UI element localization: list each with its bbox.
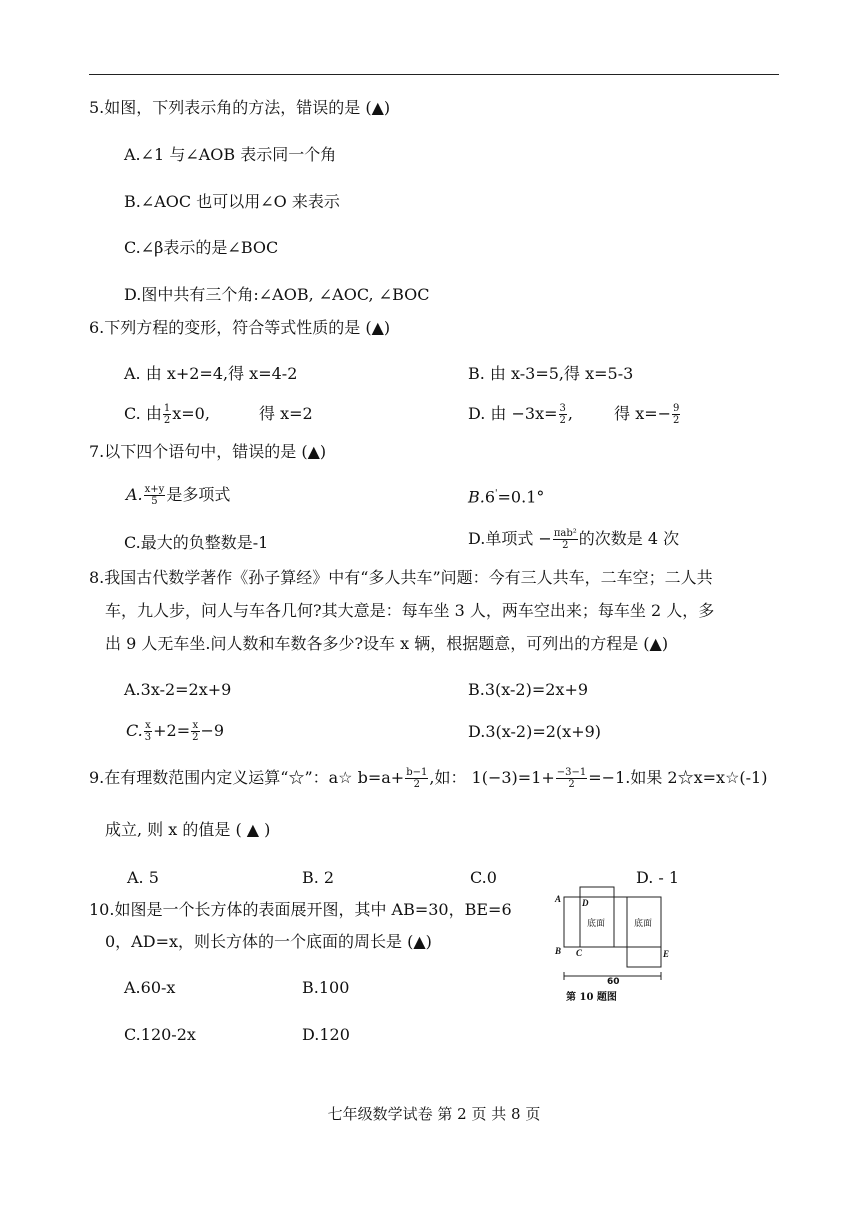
q9-option-b: B. 2 [302,868,335,887]
q10-option-b: B.100 [302,978,350,997]
q6-d-prefix: D. 由 −3x= [468,404,558,423]
q10-figure-caption: 第 10 题图 [566,992,617,1003]
net-face-bottom-flap [627,947,661,967]
q7-a-fraction [144,484,166,507]
q7-b-base: 6 [484,487,496,507]
q6-option-d [468,403,681,426]
q9-stem-prefix: 9.在有理数范围内定义运算“☆”：a☆ b=a+ [89,768,405,787]
q7-a-text: 是多项式 [166,485,231,504]
q10-stem-line1: 10.如图是一个长方体的表面展开图，其中 AB=30，BE=6 [89,900,512,919]
q7-option-c: C.最大的负整数是-1 [124,533,269,552]
q9-stem-mid: ,如： 1(−3)=1+ [429,768,555,787]
q7-d-fraction [553,528,578,551]
q8-stem-line1: 8.我国古代数学著作《孙子算经》中有“多人共车”问题：今有三人共车，二车空；二人共 [89,568,713,587]
q9-option-a: A. 5 [127,868,159,887]
q9-fraction-1 [405,767,428,790]
q6-c-result: 得 x=2 [259,404,313,423]
q9-option-c: C.0 [470,868,497,887]
q8-option-b: B.3(x-2)=2x+9 [468,680,589,699]
q10-option-c: C.120-2x [124,1025,196,1044]
q6-d-result-fraction [672,403,680,426]
q7-d-numerator: πab² [553,528,577,539]
q9-stem-line1 [89,767,767,790]
q9-denominator-1: 2 [413,779,420,790]
q6-stem: 6.下列方程的变形，符合等式性质的是 (▲) [89,318,391,337]
q9-numerator-1: b−1 [406,767,428,778]
q6-d-numerator: 3 [559,403,566,414]
q6-d-post: , [567,404,574,423]
q9-stem-post: =−1.如果 2☆x=x☆(-1) [588,768,768,787]
q7-d-post: 的次数是 4 次 [578,529,680,548]
q5-option-a: A.∠1 与∠AOB 表示同一个角 [124,145,337,164]
page-footer: 七年级数学试卷 第 2 页 共 8 页 [327,1105,541,1123]
face-label-1: 底面 [587,919,606,929]
q10-option-a: A.60-x [124,978,176,997]
q6-d-denominator: 2 [559,415,566,426]
q6-option-a: A. 由 x+2=4,得 x=4-2 [124,364,298,383]
q7-stem: 7.以下四个语句中，错误的是 (▲) [89,442,327,461]
q7-b-label: B. [468,487,485,507]
label-d: D [582,898,589,908]
q7-option-b [468,484,544,507]
label-c: C [576,948,583,958]
q5-option-c: C.∠β表示的是∠BOC [124,238,279,257]
q9-fraction-2 [556,767,587,790]
q6-c-post: x=0, [172,404,210,423]
q7-b-rest: =0.1° [497,487,545,507]
net-face-middle [614,897,627,947]
q8-c-denominator-2: 2 [192,732,199,743]
net-face-top-flap [580,887,614,897]
q6-d-result-denominator: 2 [673,415,680,426]
q7-a-denominator: 5 [151,496,158,507]
q7-b-prime: ' [495,489,498,499]
q6-c-denominator: 2 [163,415,171,426]
q6-c-prefix: C. 由 [124,404,162,423]
label-b: B [555,946,562,956]
q9-numerator-2: −3−1 [556,767,587,778]
q6-c-numerator: 1 [163,403,171,414]
header-rule [89,74,779,75]
q9-stem-line2: 成立, 则 x 的值是 ( ▲ ) [105,820,271,839]
q8-c-fraction-1 [144,720,152,743]
q8-option-a: A.3x-2=2x+9 [124,680,232,699]
q8-c-numerator-2: x [192,720,199,731]
q7-d-denominator: 2 [562,540,569,551]
q5-option-d: D.图中共有三个角:∠AOB, ∠AOC, ∠BOC [124,285,430,304]
q8-option-d: D.3(x-2)=2(x+9) [468,722,602,741]
q10-stem-line2: 0，AD=x，则长方体的一个底面的周长是 (▲) [105,932,432,951]
q8-c-mid: +2= [153,721,191,740]
q7-d-prefix: D.单项式 − [468,529,552,548]
q8-c-numerator-1: x [145,720,151,731]
q8-stem-line3: 出 9 人无车坐.问人数和车数各多少?设车 x 辆，根据题意，可列出的方程是 (▲) [105,634,669,653]
q9-option-d: D. - 1 [636,868,680,887]
q8-c-label: C. [126,721,143,740]
q8-c-end: −9 [200,721,225,740]
q8-stem-line2: 车，九人步，问人与车各几何?其大意是：每车坐 3 人，两车空出来；每车坐 2 人，多 [105,601,715,620]
label-e: E [663,949,670,959]
q7-option-d [468,528,679,551]
q5-option-b: B.∠AOC 也可以用∠O 来表示 [124,192,340,211]
dimension-label: 60 [607,977,620,987]
q10-option-d: D.120 [302,1025,350,1044]
q5-stem: 5.如图，下列表示角的方法，错误的是 (▲) [89,98,391,117]
q6-d-fraction [559,403,567,426]
q6-option-c [124,403,313,426]
net-face-left [564,897,580,947]
q6-option-b: B. 由 x-3=5,得 x=5-3 [468,364,634,383]
q8-c-fraction-2 [191,720,199,743]
label-a: A [555,894,562,904]
q6-c-fraction [163,403,171,426]
q7-a-numerator: x+y [144,484,165,495]
q7-option-a [126,484,230,507]
q9-denominator-2: 2 [568,779,575,790]
q8-c-denominator-1: 3 [144,732,152,743]
q8-option-c [126,720,224,743]
q6-d-result: 得 x=− [614,404,672,423]
q6-d-result-numerator: 9 [673,403,680,414]
q7-a-label: A. [126,485,143,504]
face-label-2: 底面 [634,919,653,929]
